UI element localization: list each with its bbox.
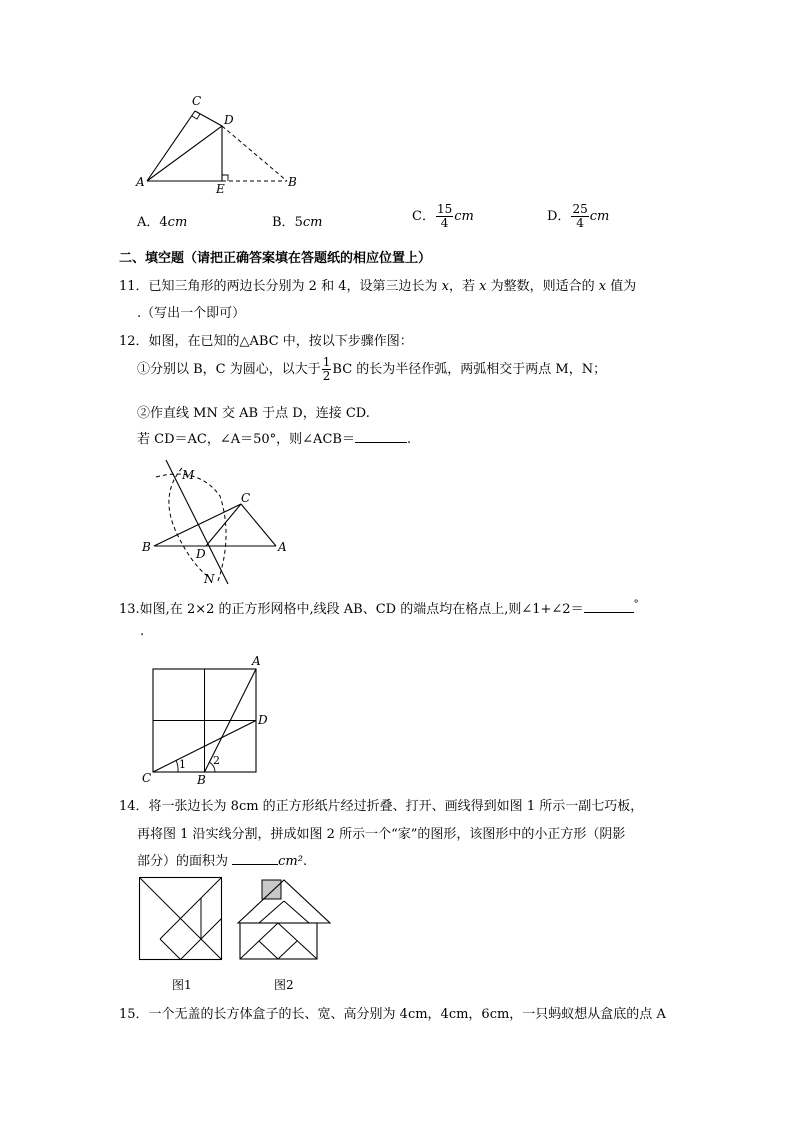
right-angle-C [192, 114, 200, 119]
option-d-fraction [571, 203, 588, 230]
q11-var-x-1: x [441, 279, 449, 294]
q11-text-b: ，若 [448, 279, 480, 294]
tangram-square-top [160, 919, 181, 940]
q12-half-numerator: 1 [322, 355, 331, 369]
right-angle-E [222, 175, 228, 181]
option-d-unit: cm [589, 209, 610, 224]
label-M: M [182, 468, 195, 482]
seg-AC [147, 111, 195, 181]
house-figure-2 [234, 876, 334, 962]
q12-step2: ②作直线 MN 交 AB 于点 D，连接 CD. [137, 406, 370, 421]
q14-answer-blank[interactable] [232, 864, 278, 865]
q11-line1 [119, 275, 636, 294]
q11-text-line2: .（写出一个即可） [137, 306, 246, 321]
label-C: C [192, 94, 202, 108]
body-diag-4 [278, 941, 297, 959]
q14-line1: 14．将一张边长为 8cm 的正方形纸片经过折叠、打开、画线得到如图 1 所示一副七巧板， [119, 799, 644, 814]
q11-var-x-3: x [598, 279, 607, 294]
q10-option-d [547, 203, 609, 230]
q12-half-fraction [322, 356, 332, 383]
q11-text-d: 值为 [606, 279, 637, 294]
roof-inner-left [259, 901, 284, 923]
option-b-prefix: B． [272, 215, 295, 230]
label-A: A [278, 540, 287, 554]
arc-from-C [169, 468, 210, 578]
roof-inner-right [284, 901, 309, 923]
label-D: D [224, 113, 234, 127]
seg-CD [195, 111, 222, 126]
q12-step1-text-b: BC 的长为半径作弧，两弧相交于两点 M，N； [332, 362, 607, 377]
q15-line1: 15．一个无盖的长方体盒子的长、宽、高分别为 4cm，4cm，6cm，一只蚂蚁想从盒底的点 A [119, 1007, 666, 1022]
q12-condition [137, 428, 411, 447]
option-d-prefix: D． [547, 209, 571, 224]
seg-AC [241, 504, 276, 546]
figure-2-caption: 图2 [274, 978, 294, 992]
q10-option-c [412, 203, 474, 230]
label-B: B [288, 175, 297, 189]
q14-line3 [137, 850, 307, 869]
label-E: E [216, 182, 225, 195]
option-c-denominator: 4 [440, 216, 449, 230]
option-a-prefix: A． [137, 215, 160, 230]
option-a-value: 4 [159, 215, 168, 230]
label-D: D [196, 547, 206, 561]
q12-step1-text-a: ①分别以 B，C 为圆心，以大于 [137, 362, 321, 377]
option-c-prefix: C． [412, 209, 435, 224]
q14-end-dot: . [302, 854, 308, 869]
option-b-value: 5 [294, 215, 303, 230]
label-A: A [136, 175, 145, 189]
q14-line2: 再将图 1 沿实线分割，拼成如图 2 所示一个“家”的图形，该图形中的小正方形（阴影 [137, 827, 626, 842]
option-d-denominator: 4 [576, 216, 584, 230]
q13-line2: . [140, 624, 145, 639]
label-A: A [252, 654, 261, 668]
q12-condition-text: 若 CD＝AC，∠A＝50°，则∠ACB＝ [137, 432, 355, 447]
label-D: D [258, 713, 268, 727]
option-a-unit: cm [167, 215, 188, 230]
angle-2-label: 2 [213, 754, 220, 767]
q12-answer-blank[interactable] [355, 442, 407, 443]
body-diag-3 [259, 941, 278, 959]
q11-text-a: 11．已知三角形的两边长分别为 2 和 4，设第三边长为 [119, 279, 442, 294]
q13-line1 [119, 598, 639, 617]
seg-BC [154, 504, 241, 546]
q12-end-dot: . [406, 432, 412, 447]
label-C: C [142, 771, 152, 785]
q13-text: 13.如图,在 2×2 的正方形网格中,线段 AB、CD 的端点均在格点上,则∠1+∠2＝ [119, 602, 584, 617]
figure-1-caption: 图1 [172, 978, 192, 992]
seg-DB-dashed [222, 126, 287, 181]
q14-unit: cm² [278, 854, 303, 869]
q10-figure [130, 90, 310, 195]
q12-line1: 12．如图，在已知的△ABC 中，按以下步骤作图： [119, 334, 413, 349]
q11-line2 [137, 302, 245, 321]
angle-1-label: 1 [179, 758, 186, 771]
q11-var-x-2: x [479, 279, 487, 294]
q10-option-a [137, 211, 187, 230]
q12-half-denominator: 2 [322, 369, 331, 383]
shaded-small-square [262, 880, 281, 899]
house-body [240, 923, 317, 959]
option-c-unit: cm [454, 209, 474, 224]
q14-text-a: 部分）的面积为 [137, 854, 233, 869]
label-C: C [241, 491, 251, 505]
section-2-heading: 二、填空题（请把正确答案填在答题纸的相应位置上） [119, 251, 432, 266]
label-B: B [197, 773, 206, 786]
label-N: N [204, 572, 215, 586]
label-B: B [142, 540, 151, 554]
q13-answer-blank[interactable] [584, 612, 634, 613]
q13-degree: ° [633, 599, 639, 610]
q13-figure [138, 654, 278, 786]
q12-figure [138, 456, 298, 590]
tangram-square-left [160, 939, 181, 960]
option-c-numerator: 15 [436, 202, 453, 216]
option-b-unit: cm [302, 215, 323, 230]
option-d-numerator: 25 [572, 202, 588, 216]
q11-text-c: 为整数，则适合的 [486, 279, 599, 294]
option-c-fraction [436, 203, 453, 230]
q12-step1 [137, 356, 606, 383]
tangram-figure-1 [138, 876, 224, 962]
seg-AD [147, 126, 222, 181]
angle-1-arc [176, 760, 178, 772]
q10-option-b [272, 211, 322, 230]
